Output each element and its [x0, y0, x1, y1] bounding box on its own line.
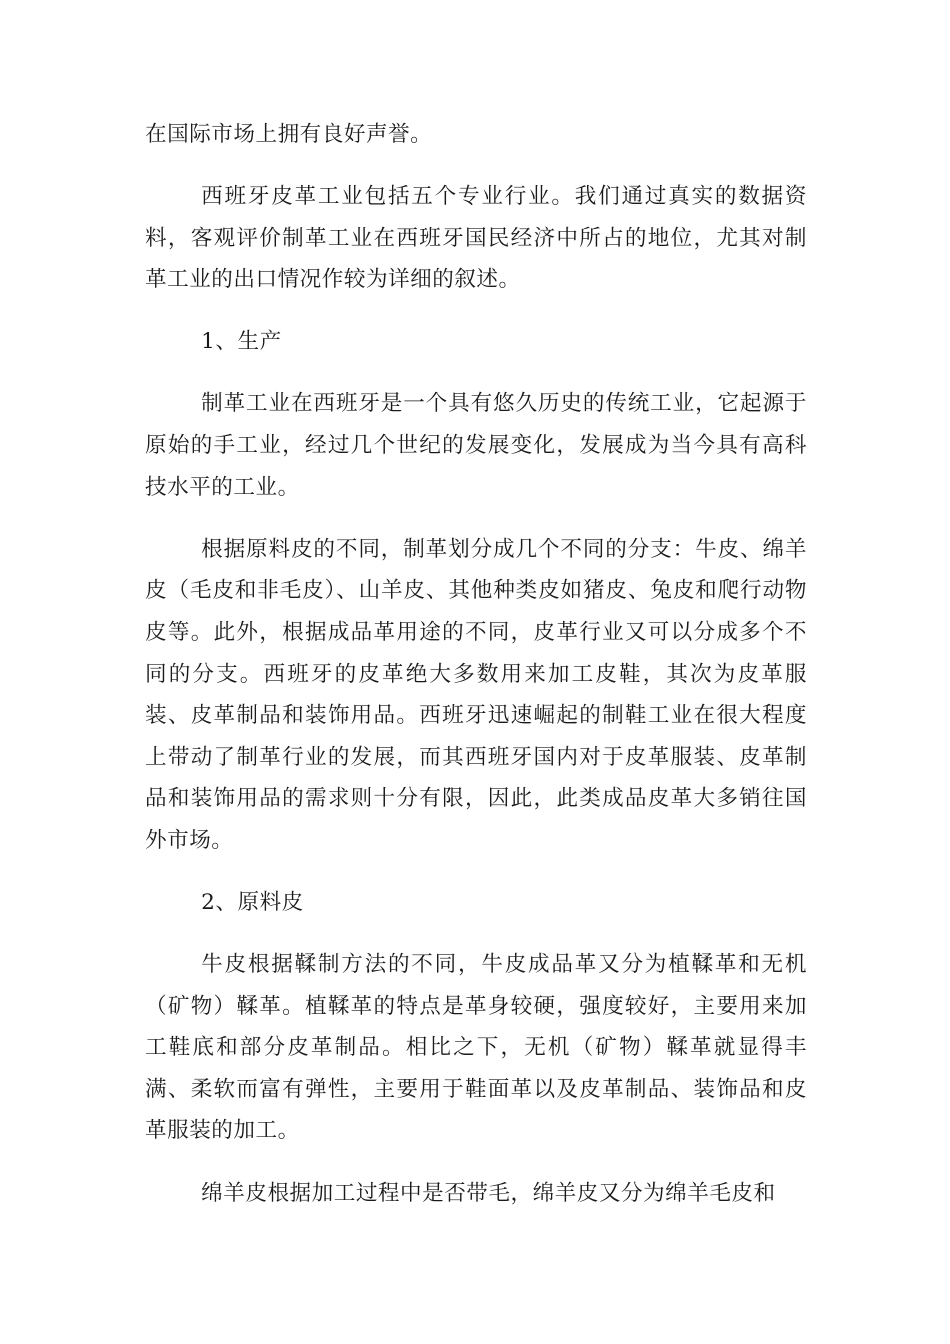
paragraph-production-history: 制革工业在西班牙是一个具有悠久历史的传统工业，它起源于原始的手工业，经过几个世纪的发展变化，发展成为当今具有高科技水平的工业。	[145, 391, 807, 500]
document-body	[145, 114, 807, 1214]
paragraph-continuation: 在国际市场上拥有良好声誉。	[145, 122, 433, 147]
paragraph-cowhide: 牛皮根据鞣制方法的不同，牛皮成品革又分为植鞣革和无机（矿物）鞣革。植鞣革的特点是革身较硬，强度较好，主要用来加工鞋底和部分皮革制品。相比之下，无机（矿物）鞣革就显得丰满、柔软而富有弹性，主要用于鞋面革以及皮革制品、装饰品和皮革服装的加工。	[145, 952, 807, 1144]
section-heading-raw-hides: 2、原料皮	[201, 890, 304, 915]
paragraph-intro: 西班牙皮革工业包括五个专业行业。我们通过真实的数据资料，客观评价制革工业在西班牙国民经济中所占的地位，尤其对制革工业的出口情况作较为详细的叙述。	[145, 184, 807, 293]
section-heading-production: 1、生产	[201, 329, 282, 355]
paragraph-tanning-branches: 根据原料皮的不同，制革划分成几个不同的分支：牛皮、绵羊皮（毛皮和非毛皮）、山羊皮、其他种类皮如猪皮、兔皮和爬行动物皮等。此外，根据成品革用途的不同，皮革行业又可以分成多个不同的分支。西班牙的皮革绝大多数用来加工皮鞋，其次为皮革服装、皮革制品和装饰用品。西班牙迅速崛起的制鞋工业在很大程度上带动了制革行业的发展，而其西班牙国内对于皮革服装、皮革制品和装饰用品的需求则十分有限，因此，此类成品皮革大多销往国外市场。	[145, 536, 807, 853]
paragraph-sheepskin: 绵羊皮根据加工过程中是否带毛，绵羊皮又分为绵羊毛皮和	[201, 1180, 776, 1206]
